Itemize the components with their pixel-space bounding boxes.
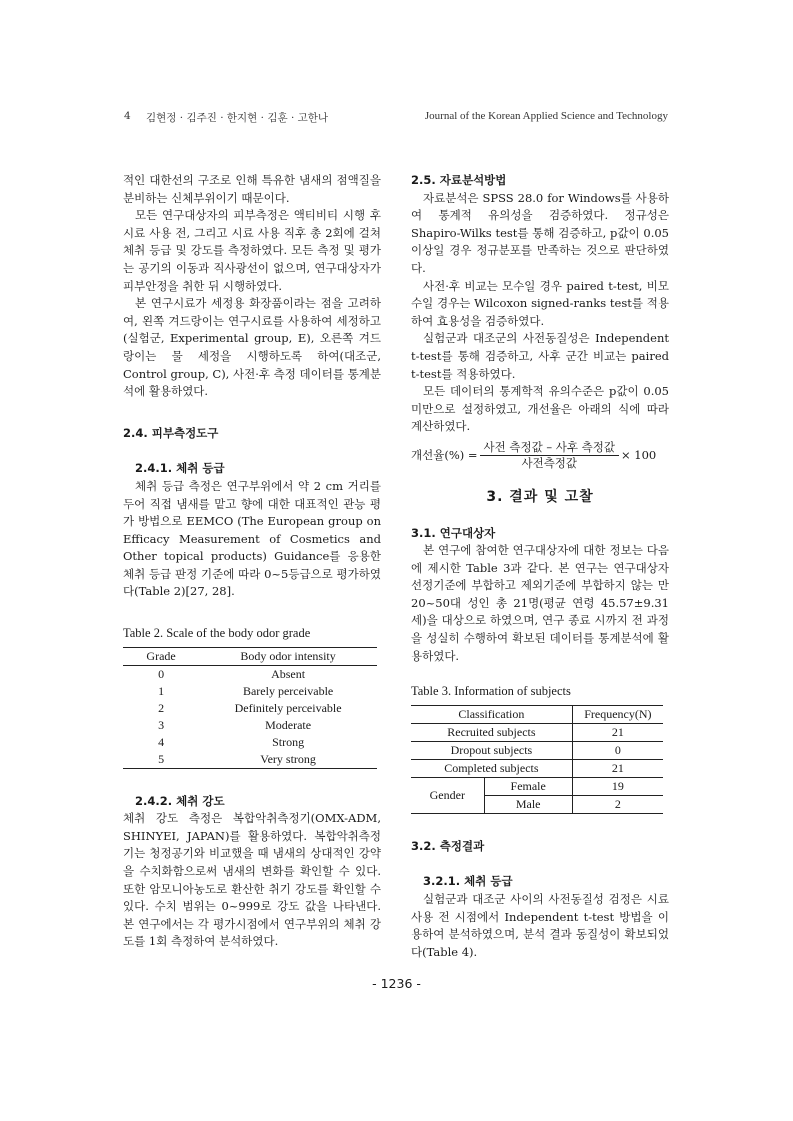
left-column xyxy=(123,172,381,951)
table-2 xyxy=(123,647,377,769)
formula-denominator: 사전측정값 xyxy=(521,455,578,470)
table-row xyxy=(123,700,377,717)
journal-name: Journal of the Korean Applied Science and Technology xyxy=(424,110,668,122)
grade-cell: 5 xyxy=(123,751,199,769)
page-footer: - 1236 - xyxy=(372,976,421,991)
table-row xyxy=(123,734,377,751)
frequency-cell: 19 xyxy=(572,777,663,795)
grade-cell: 1 xyxy=(158,683,165,698)
frequency-cell: 2 xyxy=(572,795,663,813)
page-number: 4 xyxy=(124,110,131,122)
gender-cell: Gender xyxy=(411,777,484,813)
table-header-intensity: Body odor intensity xyxy=(199,647,377,665)
right-column xyxy=(411,172,669,961)
classification-cell: Male xyxy=(484,795,572,813)
frequency-cell: 21 xyxy=(572,759,663,777)
section-heading-3: 3. 결과 및 고찰 xyxy=(486,488,594,505)
paragraph: 본 연구에 참여한 연구대상자에 대한 정보는 다음에 제시한 Table 3과 같다. 본 연구는 연구대상자 선정기준에 부합하고 제외기준에 부합하지 않는 만 20~50대 성인 총 21명(평균 연령 45.57±9.31세)을 대상으로 하였으며, 연구 종료 시까지 전 과정을 성실히 수행하여 확보된 데이터를 통계분석에 활용하였다. xyxy=(411,543,669,663)
paragraph: 사전·후 비교는 모수일 경우 paired t-test, 비모수일 경우는 Wilcoxon signed-ranks test를 적용하여 효용성을 검증하였다. xyxy=(411,278,669,328)
intensity-cell: Strong xyxy=(272,734,305,749)
intensity-cell: Barely perceivable xyxy=(242,683,334,698)
classification-cell: Female xyxy=(484,777,572,795)
grade-cell: 3 xyxy=(158,717,165,732)
author-list: 김현정 · 김주진 · 한지현 · 김훈 · 고한나 xyxy=(146,112,329,124)
subsection-heading-3-2-1: 3.2.1. 체취 등급 xyxy=(423,874,513,889)
table-3-caption: Table 3. Information of subjects xyxy=(411,684,571,699)
subsection-heading-2-4-2: 2.4.2. 체취 강도 xyxy=(135,793,225,808)
subsection-heading-2-4-1: 2.4.1. 체취 등급 xyxy=(135,461,225,476)
classification-cell: Completed subjects xyxy=(411,759,572,777)
table-3 xyxy=(411,705,663,814)
paragraph: 실험군과 대조군 사이의 사전동질성 검정은 시료 사용 전 시점에서 Independent t-test 방법을 이용하여 분석하였으며, 분석 결과 동질성이 확보되었다(Table 4). xyxy=(411,892,669,959)
paragraph: 체취 강도 측정은 복합악취측정기(OMX-ADM, SHINYEI, JAPAN)를 활용하였다. 복합악취측정기는 청정공기와 비교했을 때 냄새의 상대적인 강약을 수치화함으로써 냄새의 변화를 확인할 수 있다. 또한 암모니아농도로 환산한 취기 강도를 확인할 수 있다. 수치 범위는 0~999로 강도 값을 나타낸다. 본 연구에서는 각 평가시점에서 연구부위의 체취 강도를 1회 측정하여 분석하였다. xyxy=(123,811,381,949)
formula-fraction xyxy=(480,440,619,471)
paragraph: 실험군과 대조군의 사전동질성은 Independent t-test를 통해 검증하고, 사후 군간 비교는 paired t-test를 적용하였다. xyxy=(411,331,669,381)
frequency-cell: 0 xyxy=(572,741,663,759)
table-row xyxy=(123,683,377,700)
improvement-rate-formula xyxy=(411,440,669,471)
table-row xyxy=(123,665,377,683)
table-row xyxy=(123,751,377,769)
paragraph: 자료분석은 SPSS 28.0 for Windows를 사용하여 통계적 유의성을 검증하였다. 정규성은 Shapiro-Wilks test를 통해 검증하고, p값이 0.05 이상일 경우 정규분포를 만족하는 것으로 판단하였다. xyxy=(411,190,669,275)
formula-multiplier: × 100 xyxy=(621,447,657,462)
paragraph: 적인 대한선의 구조로 인해 특유한 냄새의 점액질을 분비하는 신체부위이기 때문이다. xyxy=(123,173,381,205)
grade-cell: 4 xyxy=(158,734,165,749)
grade-cell: 2 xyxy=(158,700,165,715)
section-heading-3-2: 3.2. 측정결과 xyxy=(411,838,485,853)
section-heading-3-1: 3.1. 연구대상자 xyxy=(411,525,496,540)
paragraph: 본 연구시료가 세정용 화장품이라는 점을 고려하여, 왼쪽 겨드랑이는 연구시료를 사용하여 세정하고(실험군, Experimental group, E), 오른쪽 겨드랑이는 물 세정을 시행하도록 하여(대조군, Control group, C), 사전·후 측정 데이터를 통계분석에 활용하였다. xyxy=(123,296,381,399)
intensity-cell: Absent xyxy=(271,666,306,681)
table-header-classification: Classification xyxy=(411,705,572,723)
intensity-cell: Moderate xyxy=(265,717,312,732)
intensity-cell: Very strong xyxy=(199,751,377,769)
table-row xyxy=(411,741,663,759)
intensity-cell: Definitely perceivable xyxy=(234,700,342,715)
table-row xyxy=(123,717,377,734)
paragraph: 체취 등급 측정은 연구부위에서 약 2 cm 거리를 두어 직접 냄새를 맡고 향에 대한 대표적인 관능 평가 방법으로 EEMCO (The European group on Efficacy Measurement of Cosmetics and Other topical products) Guidance를 응용한 체취 등급 판정 기준에 따라 0~5등급으로 평가하였다(Table 2)[27, 28]. xyxy=(123,478,381,599)
table-row xyxy=(411,723,663,741)
formula-lhs: 개선율(%) = xyxy=(411,447,478,462)
formula-numerator: 사전 측정값 – 사후 측정값 xyxy=(480,440,619,456)
paragraph: 모든 연구대상자의 피부측정은 액티비티 시행 후 시료 사용 전, 그리고 시료 사용 직후 총 2회에 걸쳐 체취 등급 및 강도를 측정하였다. 모든 측정 및 평가는 공기의 이동과 직사광선이 없으며, 연구대상자가 피부안정을 취한 뒤 시행하였다. xyxy=(123,208,381,293)
table-row xyxy=(411,759,663,777)
table-header-grade: Grade xyxy=(123,647,199,665)
grade-cell: 0 xyxy=(158,666,165,681)
section-heading-2-4: 2.4. 피부측정도구 xyxy=(123,425,219,440)
frequency-cell: 21 xyxy=(572,723,663,741)
table-header-frequency: Frequency(N) xyxy=(572,705,663,723)
section-heading-2-5: 2.5. 자료분석방법 xyxy=(411,173,507,187)
table-row xyxy=(411,777,663,795)
paragraph: 모든 데이터의 통계학적 유의수준은 p값이 0.05 미만으로 설정하였고, 개선율은 아래의 식에 따라 계산하였다. xyxy=(411,384,669,434)
classification-cell: Dropout subjects xyxy=(411,741,572,759)
classification-cell: Recruited subjects xyxy=(411,723,572,741)
table-2-caption: Table 2. Scale of the body odor grade xyxy=(123,626,311,641)
